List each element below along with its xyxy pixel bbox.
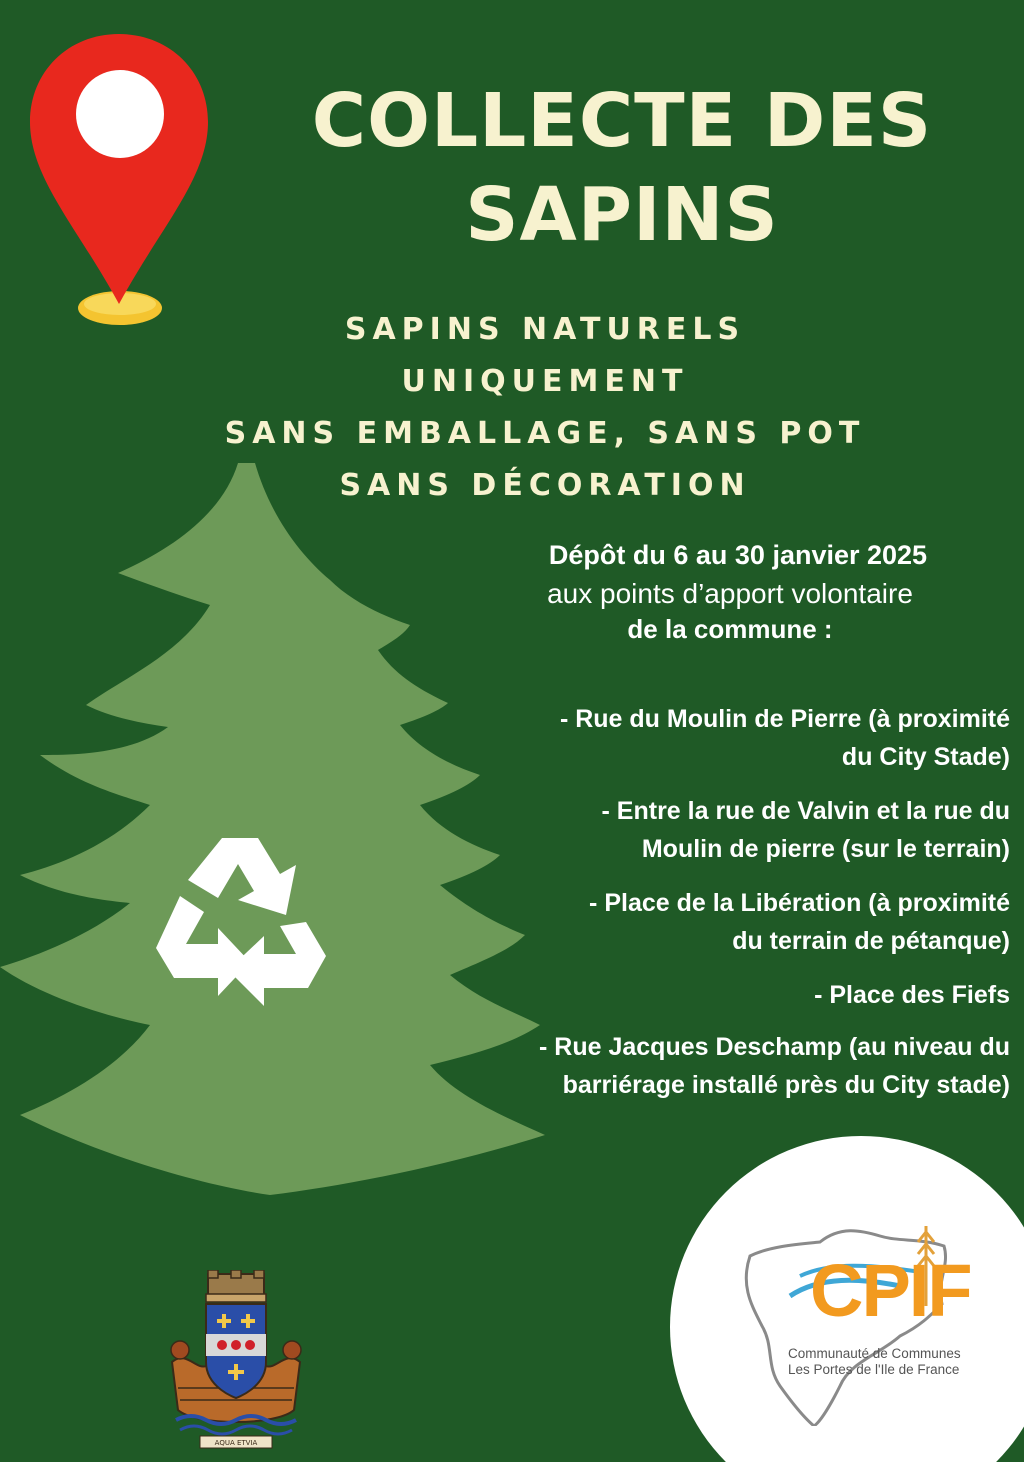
logo-caption-line-1: Communauté de Communes (788, 1346, 961, 1361)
deposit-where: aux points d’apport volontaire (547, 578, 913, 609)
point-3-line-2: du terrain de pétanque) (732, 927, 1010, 955)
point-5-line-2: barriérage installé près du City stade) (562, 1071, 1010, 1099)
point-5-line-1: - Rue Jacques Deschamp (au niveau du (539, 1033, 1010, 1061)
list-item (410, 976, 1010, 1014)
logo-letters: CPIF (810, 1249, 971, 1332)
deposit-dates: Dépôt du 6 au 30 janvier 2025 (548, 540, 928, 570)
point-3-line-1: - Place de la Libération (à proximité (589, 889, 1010, 917)
crest-motto: AQUA ETVIA (214, 1439, 258, 1447)
recycle-icon (140, 820, 340, 1020)
collection-points-list (410, 700, 1010, 1120)
point-2-line-1: - Entre la rue de Valvin et la rue du (601, 797, 1010, 825)
town-crest-logo (166, 1270, 306, 1450)
list-item (410, 700, 1010, 776)
subtitle-line-2: UNIQUEMENT (401, 364, 689, 399)
logo-caption-line-2: Les Portes de l'Ile de France (788, 1362, 960, 1377)
map-pin-icon (28, 28, 210, 338)
point-2-line-2: Moulin de pierre (sur le terrain) (641, 835, 1010, 863)
title-line-2: SAPINS (465, 172, 779, 258)
list-item (410, 1028, 1010, 1104)
list-item (410, 884, 1010, 960)
deposit-commune: de la commune : (627, 614, 833, 644)
title-line-1: COLLECTE DES (311, 78, 933, 164)
logo-caption (788, 1346, 1018, 1378)
list-item (410, 792, 1010, 868)
point-1-line-2: du City Stade) (841, 743, 1010, 771)
ccpif-logo (670, 1136, 1024, 1462)
subtitle (140, 304, 950, 512)
deposit-info (470, 534, 990, 646)
poster-title (232, 74, 1012, 262)
point-4-line-1: - Place des Fiefs (814, 981, 1010, 1009)
subtitle-line-3: SANS EMBALLAGE, SANS POT (224, 416, 866, 451)
subtitle-line-1: SAPINS NATURELS (344, 312, 746, 347)
subtitle-line-4: SANS DÉCORATION (339, 468, 751, 503)
point-1-line-1: - Rue du Moulin de Pierre (à proximité (559, 705, 1010, 733)
